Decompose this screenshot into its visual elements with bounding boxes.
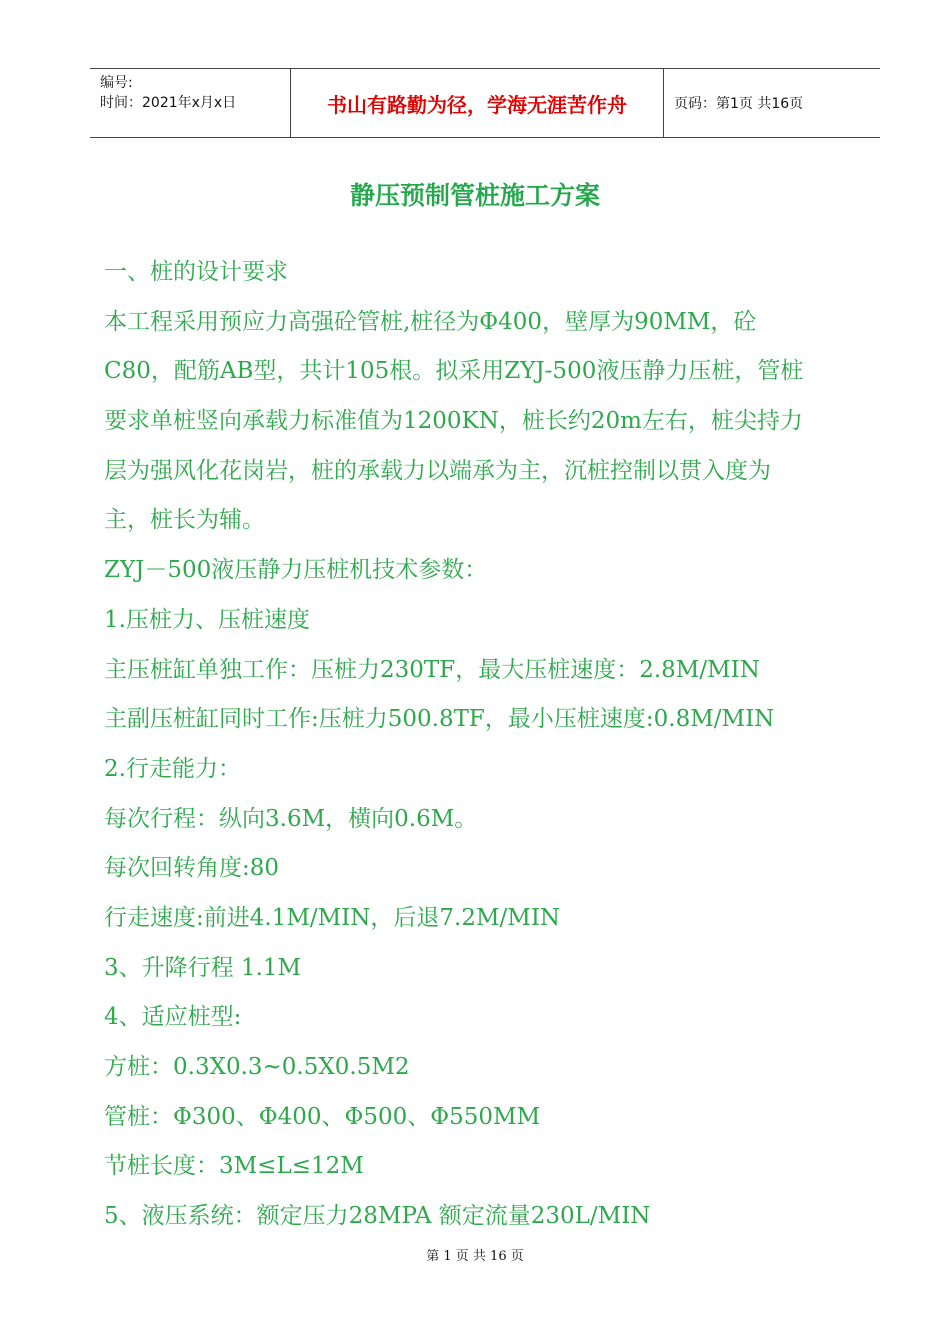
body-line: 层为强风化花岗岩，桩的承载力以端承为主，沉桩控制以贯入度为 (104, 457, 771, 484)
body-line: 每次回转角度:80 (104, 855, 280, 882)
body-line: ZYJ－500液压静力压桩机技术参数： (104, 557, 488, 584)
document-title: 静压预制管桩施工方案 (349, 181, 600, 210)
body-line: C80，配筋AB型，共计105根。拟采用ZYJ-500液压静力压桩，管桩 (104, 358, 804, 385)
header-page-info: 页码：第1页 共16页 (674, 96, 804, 112)
body-line: 管桩：Φ300、Φ400、Φ500、Φ550MM (104, 1103, 541, 1130)
body-line: 主压桩缸单独工作：压桩力230TF，最大压桩速度：2.8M/MIN (104, 656, 760, 683)
document-time-label: 时间：2021年x月x日 (100, 95, 237, 111)
body-line: 主副压桩缸同时工作:压桩力500.8TF，最小压桩速度:0.8M/MIN (104, 706, 775, 733)
page-footer: 第 1 页 共 16 页 (426, 1249, 524, 1264)
body-line: 每次行程：纵向3.6M，横向0.6M。 (104, 805, 478, 832)
header-motto: 书山有路勤为径，学海无涯苦作舟 (291, 69, 664, 137)
body-line: 2.行走能力： (104, 755, 241, 782)
document-number-label: 编号: (100, 75, 133, 91)
body-line: 节桩长度：3M≤L≤12M (104, 1153, 364, 1180)
body-line: 本工程采用预应力高强砼管桩,桩径为Φ400，壁厚为90MM，砼 (104, 308, 757, 335)
body-line: 一、桩的设计要求 (104, 259, 288, 285)
document-body (104, 248, 874, 1242)
document-header (90, 68, 880, 138)
body-line: 1.压桩力、压桩速度 (104, 606, 310, 633)
body-line: 4、适应桩型: (104, 1004, 242, 1031)
header-meta-cell (90, 69, 291, 137)
body-line: 5、液压系统：额定压力28MPA 额定流量230L/MIN (104, 1203, 651, 1230)
body-line: 要求单桩竖向承载力标准值为1200KN，桩长约20m左右，桩尖持力 (104, 408, 803, 435)
body-line: 行走速度:前进4.1M/MIN，后退7.2M/MIN (104, 904, 561, 931)
body-line: 3、升降行程 1.1M (104, 954, 302, 981)
body-line: 主，桩长为辅。 (104, 507, 265, 534)
body-line: 方桩：0.3X0.3~0.5X0.5M2 (104, 1054, 410, 1080)
